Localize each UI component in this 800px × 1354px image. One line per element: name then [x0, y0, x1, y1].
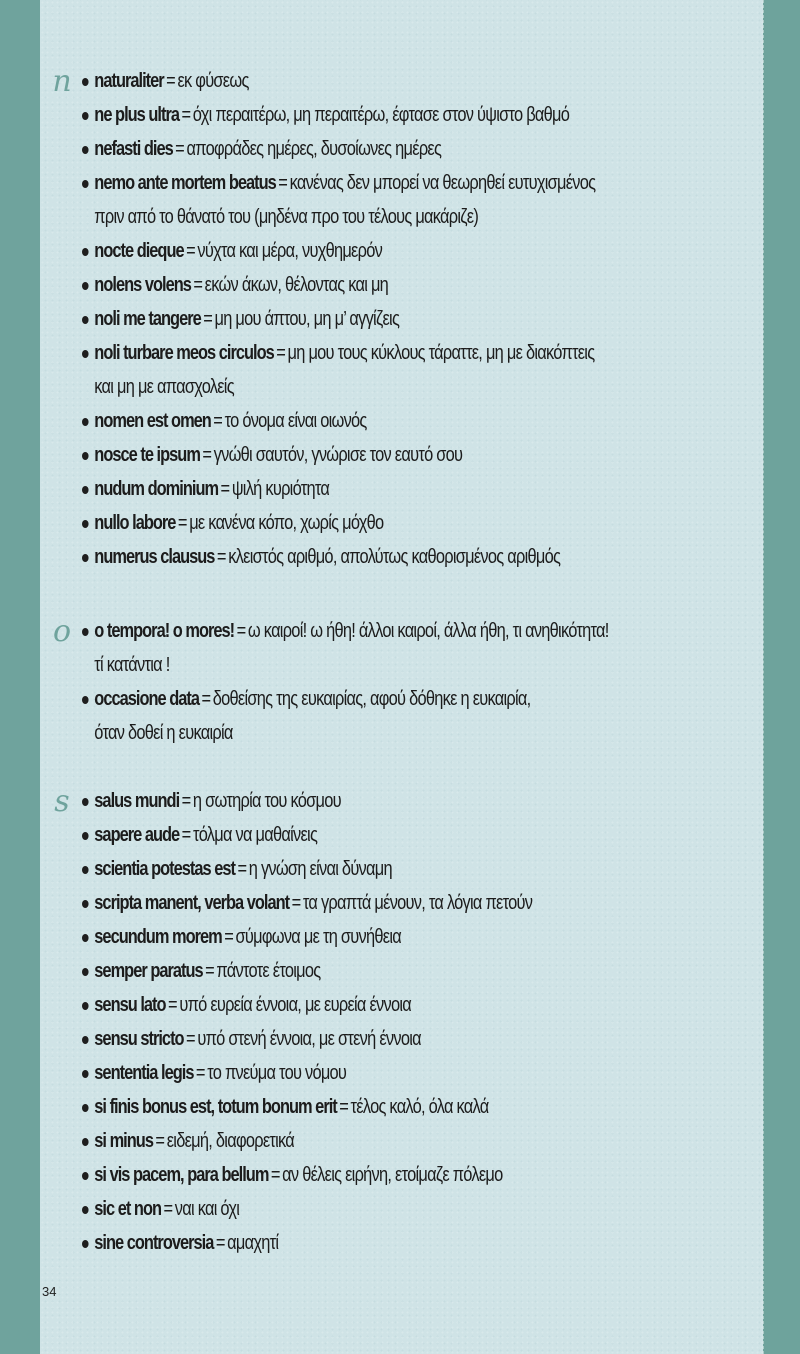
- greek-meaning: γνώθι σαυτόν, γνώρισε τον εαυτό σου: [213, 444, 463, 466]
- latin-phrase: naturaliter: [94, 70, 164, 92]
- equals-sign: =: [276, 342, 286, 364]
- equals-sign: =: [202, 444, 212, 466]
- equals-sign: =: [216, 546, 226, 568]
- phrase-entry: [82, 336, 595, 404]
- bullet-icon: [82, 1070, 89, 1078]
- latin-phrase: secundum morem: [94, 926, 222, 948]
- latin-phrase: si finis bonus est, totum bonum erit: [94, 1096, 337, 1118]
- phrase-entry: [82, 614, 609, 682]
- equals-sign: =: [270, 1164, 280, 1186]
- greek-meaning: κλειστός αριθμό, απολύτως καθορισμένος αριθμός: [228, 546, 561, 568]
- latin-phrase: sine controversia: [94, 1232, 214, 1254]
- bullet-icon: [82, 1036, 89, 1044]
- greek-meaning: κανένας δεν μπορεί να θεωρηθεί ευτυχισμένος: [289, 172, 596, 194]
- equals-sign: =: [339, 1096, 349, 1118]
- phrase-entry: [82, 302, 595, 336]
- equals-sign: =: [181, 104, 191, 126]
- latin-phrase: numerus clausus: [94, 546, 215, 568]
- phrase-entry: [82, 98, 595, 132]
- left-margin-band: [0, 0, 40, 1354]
- equals-sign: =: [175, 138, 185, 160]
- bullet-icon: [82, 350, 89, 358]
- bullet-icon: [82, 248, 89, 256]
- greek-meaning: το όνομα είναι οιωνός: [224, 410, 367, 432]
- greek-meaning: ψιλή κυριότητα: [231, 478, 330, 500]
- bullet-icon: [82, 146, 89, 154]
- latin-phrase: nullo labore: [94, 512, 176, 534]
- phrase-entry: [82, 234, 595, 268]
- bullet-icon: [82, 832, 89, 840]
- phrase-entry: [82, 268, 595, 302]
- greek-meaning: τόλμα να μαθαίνεις: [192, 824, 318, 846]
- bullet-icon: [82, 968, 89, 976]
- page-number: 34: [42, 1284, 57, 1299]
- greek-meaning: εκ φύσεως: [177, 70, 249, 92]
- equals-sign: =: [215, 1232, 225, 1254]
- latin-phrase: nefasti dies: [94, 138, 173, 160]
- phrase-entry: [82, 988, 532, 1022]
- greek-meaning: η σωτηρία του κόσμου: [192, 790, 341, 812]
- bullet-icon: [82, 900, 89, 908]
- latin-phrase: nemo ante mortem beatus: [94, 172, 276, 194]
- latin-phrase: semper paratus: [94, 960, 203, 982]
- phrase-entry: [82, 1022, 532, 1056]
- phrase-entry: [82, 1124, 532, 1158]
- section-letter: o: [52, 614, 72, 649]
- meaning-continuation: και μη με απασχολείς: [94, 376, 234, 398]
- greek-meaning: μη μου τους κύκλους τάραττε, μη με διακόπτεις: [287, 342, 595, 364]
- phrase-entry: [82, 920, 532, 954]
- phrase-entry: [82, 1090, 532, 1124]
- latin-phrase: sic et non: [94, 1198, 162, 1220]
- latin-phrase: sensu stricto: [94, 1028, 184, 1050]
- greek-meaning: το πνεύμα του νόμου: [207, 1062, 347, 1084]
- latin-phrase: nomen est omen: [94, 410, 211, 432]
- latin-phrase: sententia legis: [94, 1062, 194, 1084]
- bullet-icon: [82, 1240, 89, 1248]
- phrase-entry: [82, 784, 532, 818]
- bullet-icon: [82, 78, 89, 86]
- greek-meaning: αποφράδες ημέρες, δυσοίωνες ημέρες: [186, 138, 442, 160]
- bullet-icon: [82, 520, 89, 528]
- equals-sign: =: [195, 1062, 205, 1084]
- latin-phrase: noli turbare meos circulos: [94, 342, 274, 364]
- greek-meaning: νύχτα και μέρα, νυχθημερόν: [197, 240, 383, 262]
- entry-list: [82, 614, 724, 750]
- phrase-entry: [82, 64, 595, 98]
- bullet-icon: [82, 180, 89, 188]
- entry-list: [82, 64, 708, 574]
- section-letter: s: [54, 784, 70, 819]
- bullet-icon: [82, 486, 89, 494]
- equals-sign: =: [186, 1028, 195, 1050]
- greek-meaning: υπό στενή έννοια, με στενή έννοια: [197, 1028, 421, 1050]
- phrase-entry: [82, 166, 595, 234]
- greek-meaning: αν θέλεις ειρήνη, ετοίμαζε πόλεμο: [282, 1164, 503, 1186]
- phrase-entry: [82, 818, 532, 852]
- meaning-continuation: όταν δοθεί η ευκαιρία: [94, 722, 233, 744]
- latin-phrase: nocte dieque: [94, 240, 184, 262]
- bullet-icon: [82, 112, 89, 120]
- phrase-entry: [82, 540, 595, 574]
- bullet-icon: [82, 452, 89, 460]
- equals-sign: =: [237, 858, 247, 880]
- greek-meaning: όχι περαιτέρω, μη περαιτέρω, έφτασε στον ύψιστο βαθμό: [192, 104, 570, 126]
- latin-phrase: sapere aude: [94, 824, 180, 846]
- equals-sign: =: [181, 790, 191, 812]
- latin-phrase: si minus: [94, 1130, 153, 1152]
- bullet-icon: [82, 418, 89, 426]
- greek-meaning: τέλος καλό, όλα καλά: [350, 1096, 489, 1118]
- latin-phrase: nudum dominium: [94, 478, 219, 500]
- entry-list: [82, 784, 631, 1260]
- phrase-entry: [82, 1226, 532, 1260]
- equals-sign: =: [201, 688, 211, 710]
- phrase-entry: [82, 438, 595, 472]
- greek-meaning: σύμφωνα με τη συνήθεια: [235, 926, 401, 948]
- equals-sign: =: [177, 512, 187, 534]
- equals-sign: =: [291, 892, 301, 914]
- bullet-icon: [82, 1138, 89, 1146]
- latin-phrase: nosce te ipsum: [94, 444, 200, 466]
- phrase-entry: [82, 852, 532, 886]
- equals-sign: =: [166, 70, 175, 92]
- bullet-icon: [82, 1002, 89, 1010]
- equals-sign: =: [203, 308, 213, 330]
- latin-phrase: noli me tangere: [94, 308, 201, 330]
- phrase-entry: [82, 954, 532, 988]
- latin-phrase: scientia potestas est: [94, 858, 235, 880]
- phrase-entry: [82, 132, 595, 166]
- greek-meaning: ειδεμή, διαφορετικά: [166, 1130, 295, 1152]
- bullet-icon: [82, 1172, 89, 1180]
- phrase-entry: [82, 404, 595, 438]
- bullet-icon: [82, 282, 89, 290]
- latin-phrase: salus mundi: [94, 790, 180, 812]
- latin-phrase: occasione data: [94, 688, 200, 710]
- greek-meaning: ω καιροί! ω ήθη! άλλοι καιροί, άλλα ήθη, τι ανηθικότητα!: [247, 620, 609, 642]
- greek-meaning: δοθείσης της ευκαιρίας, αφού δόθηκε η ευκαιρία,: [212, 688, 531, 710]
- phrase-entry: [82, 506, 595, 540]
- bullet-icon: [82, 866, 89, 874]
- latin-phrase: ne plus ultra: [94, 104, 180, 126]
- equals-sign: =: [181, 824, 191, 846]
- bullet-icon: [82, 628, 89, 636]
- equals-sign: =: [220, 478, 230, 500]
- greek-meaning: μη μου άπτου, μη μ’ αγγίζεις: [214, 308, 400, 330]
- bullet-icon: [82, 554, 89, 562]
- latin-phrase: si vis pacem, para bellum: [94, 1164, 269, 1186]
- bullet-icon: [82, 1206, 89, 1214]
- latin-phrase: o tempora! o mores!: [94, 620, 235, 642]
- equals-sign: =: [168, 994, 177, 1016]
- greek-meaning: εκών άκων, θέλοντας και μη: [204, 274, 389, 296]
- meaning-continuation: τί κατάντια !: [94, 654, 170, 676]
- equals-sign: =: [186, 240, 195, 262]
- phrase-entry: [82, 1192, 532, 1226]
- phrase-entry: [82, 1056, 532, 1090]
- greek-meaning: η γνώση είναι δύναμη: [248, 858, 392, 880]
- greek-meaning: με κανένα κόπο, χωρίς μόχθο: [189, 512, 384, 534]
- equals-sign: =: [155, 1130, 165, 1152]
- latin-phrase: scripta manent, verba volant: [94, 892, 290, 914]
- phrase-entry: [82, 886, 532, 920]
- right-margin-band: [763, 0, 800, 1354]
- latin-phrase: nolens volens: [94, 274, 191, 296]
- greek-meaning: τα γραπτά μένουν, τα λόγια πετούν: [302, 892, 533, 914]
- greek-meaning: αμαχητί: [227, 1232, 279, 1254]
- bullet-icon: [82, 316, 89, 324]
- latin-phrase: sensu lato: [94, 994, 166, 1016]
- section-letter: n: [52, 64, 72, 99]
- equals-sign: =: [163, 1198, 173, 1220]
- meaning-continuation: πριν από το θάνατό του (μηδένα προ του τέλους μακάριζε): [94, 206, 479, 228]
- equals-sign: =: [278, 172, 288, 194]
- bullet-icon: [82, 1104, 89, 1112]
- greek-meaning: υπό ευρεία έννοια, με ευρεία έννοια: [179, 994, 412, 1016]
- equals-sign: =: [193, 274, 203, 296]
- phrase-entry: [82, 1158, 532, 1192]
- equals-sign: =: [213, 410, 223, 432]
- greek-meaning: ναι και όχι: [174, 1198, 240, 1220]
- bullet-icon: [82, 934, 89, 942]
- phrase-entry: [82, 472, 595, 506]
- equals-sign: =: [224, 926, 234, 948]
- greek-meaning: πάντοτε έτοιμος: [216, 960, 321, 982]
- equals-sign: =: [205, 960, 214, 982]
- phrase-entry: [82, 682, 609, 750]
- bullet-icon: [82, 798, 89, 806]
- bullet-icon: [82, 696, 89, 704]
- equals-sign: =: [236, 620, 246, 642]
